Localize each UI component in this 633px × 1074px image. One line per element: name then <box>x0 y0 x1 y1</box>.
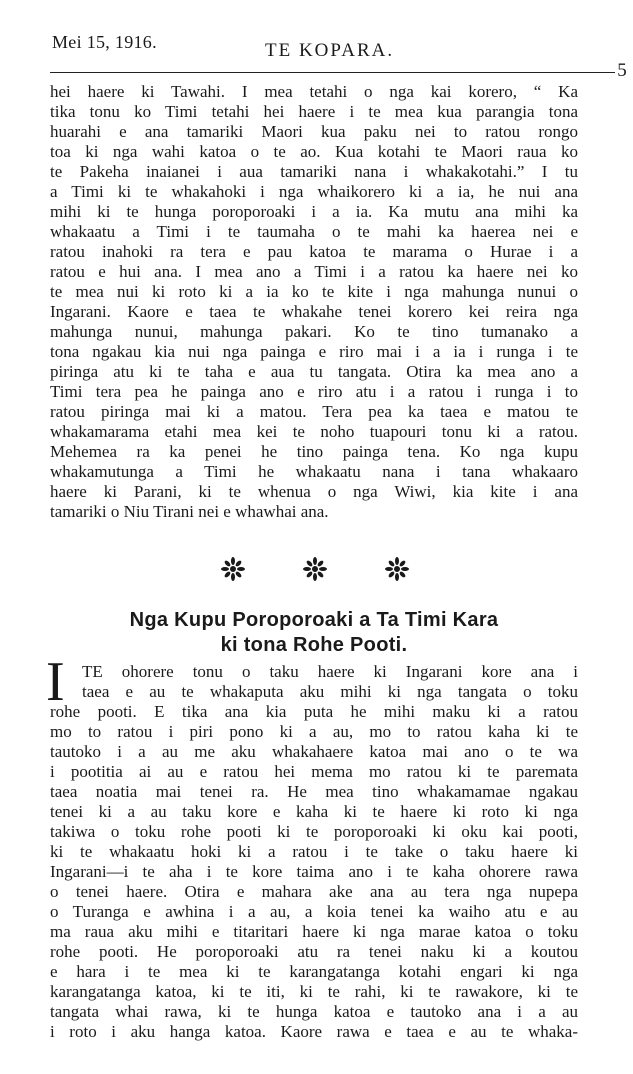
drop-cap: I <box>46 651 65 713</box>
text-line: tenei ki a au taku kore e kaha ki te haere ki roto ki nga <box>50 802 578 821</box>
text-line: ratou piringa mai ki a matou. Tera pea ka taea e matou te <box>50 402 578 421</box>
text-line: tamariki o Niu Tirani nei e whawhai ana. <box>50 502 329 521</box>
text-line-content: TE ohorere tonu o taku haere ki Ingarani kore ana i <box>82 662 578 681</box>
article-2-title <box>50 608 578 658</box>
article-1-body <box>50 82 578 522</box>
title-line: Nga Kupu Poroporoaki a Ta Timi Kara <box>129 609 499 631</box>
text-line: tika tonu ko Timi tetahi hei haere i te mea kua parangia tona <box>50 102 578 121</box>
text-line: o tenei haere. Otira e mahara ake ana au tera nga nupepa <box>50 882 578 901</box>
text-line: taea noatia mai tenei ra. He mea tino whakamamae ngakau <box>50 782 578 801</box>
text-line: te mea nui ki roto ki a ia ko te kite i nga mahunga nunui o <box>50 282 578 301</box>
header-rule <box>50 72 615 73</box>
text-line: takiwa o toku rohe pooti ki te poroporoaki ki oku kai pooti, <box>50 822 578 841</box>
text-line: piringa atu ki te taha e aua tu tangata. Otira ka mea ano a <box>50 362 578 381</box>
text-line: mahunga nunui, mahunga pakari. Ko te tino tumanako a <box>50 322 578 341</box>
text-line: toa ki nga wahi katoa o te ao. Kua kotahi te Maori raua ko <box>50 142 578 161</box>
issue-date: Mei 15, 1916. <box>52 32 157 52</box>
text-line: i pootitia ai au e ratou hei mema mo ratou ki te paremata <box>50 762 578 781</box>
text-line: haere ki Parani, ki te whenua o nga Wiwi, kia kite i ana <box>50 482 578 501</box>
text-line: rohe pooti. E tika ana kia puta he mihi maku ki a ratou <box>50 702 578 721</box>
text-line: tona ngakau kia nui nga painga e riro mai i a ia i runga i te <box>50 342 578 361</box>
text-line: whakamarama etahi mea kei te noho tuapouri tonu ki a ratou. <box>50 422 578 441</box>
text-line: hei haere ki Tawahi. I mea tetahi o nga kai korero, “ Ka <box>50 82 578 101</box>
text-line: i roto i aku hanga katoa. Kaore rawa e taea e au te whaka- <box>50 1022 578 1041</box>
text-line: rohe pooti. He poroporoaki atu ra tenei naku ki a koutou <box>50 942 578 961</box>
text-line: Ingarani. Kaore e taea te whakahe tenei korero kei reira nga <box>50 302 578 321</box>
text-line: ki te whakaatu hoki ki a ratou i te take o taku haere ki <box>50 842 578 861</box>
text-line: huarahi e ana tamariki Maori kua paku nei to ratou rongo <box>50 122 578 141</box>
text-line: tautoko i a au me aku whakahaere katoa mai ano o te wa <box>50 742 578 761</box>
text-line: Mehemea ra ka penei he tino painga tena. Ko nga kupu <box>50 442 578 461</box>
text-line: tangata whai rawa, ki te hunga katoa e tautoko ana i a au <box>50 1002 578 1021</box>
section-divider <box>220 556 410 582</box>
title-line: ki tona Rohe Pooti. <box>220 634 408 656</box>
flower-ornament-icon <box>302 556 328 582</box>
article-2-body <box>46 651 578 1042</box>
page-number: 5 <box>617 60 627 81</box>
text-line: e hara i te mea ki te karangatanga kotahi engari ki nga <box>50 962 578 981</box>
text-line: whakaatu a Timi i te taumaha o te mahi ka haerea nei e <box>50 222 578 241</box>
text-line: taea e au te whakaputa aku mihi ki nga tangata o toku <box>82 682 578 701</box>
text-line: whakamutunga a Timi he whakaatu nana i tana whakaaro <box>50 462 578 481</box>
text-line: ratou inahoki ra tera e pau katoa te marama o Hurae i a <box>50 242 578 261</box>
text-line: mo to ratou i piri pono ki a au, mo to ratou kaha ki te <box>50 722 578 741</box>
text-line: Timi tera pea he painga ano e riro atu i a ratou i runga i to <box>50 382 578 401</box>
text-line: mihi ki te hunga poroporoaki i a ia. Ka mutu ana mihi ka <box>50 202 578 221</box>
text-line: te Pakeha inaianei i aua tamariki nana i whakakotahi.” I tu <box>50 162 578 181</box>
masthead-title: TE KOPARA. <box>265 40 395 61</box>
flower-ornament-icon <box>220 556 246 582</box>
flower-ornament-icon <box>384 556 410 582</box>
text-line: ratou e hui ana. I mea ano a Timi i a ratou ka haere nei ko <box>50 262 578 281</box>
text-line: o Turanga e awhina i a au, a koia tenei ka waiho atu e au <box>50 902 578 921</box>
text-line: karangatanga katoa, ki te iti, ki te rahi, ki te rawakore, ki te <box>50 982 578 1001</box>
page-header <box>52 30 627 81</box>
text-line: a Timi ki te whakahoki i nga whaikorero ki a ia, he nui ana <box>50 182 578 201</box>
text-line: Ingarani—i te aha i te kore taima ano i te kaha ohorere rawa <box>50 862 578 881</box>
text-line: ma raua aku mihi e titaritari haere ki nga marae katoa o toku <box>50 922 578 941</box>
